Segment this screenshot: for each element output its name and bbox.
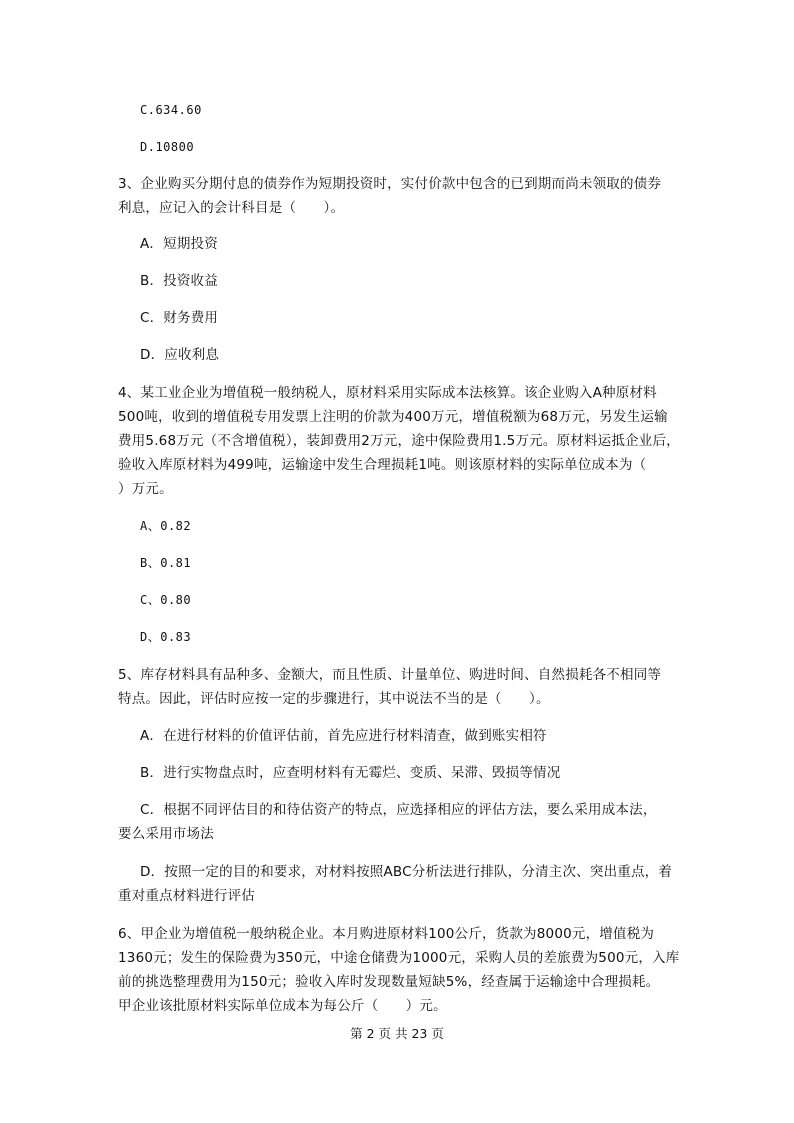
option-c-previous: C.634.60 <box>140 103 202 117</box>
q5-stem-line-2: 特点。因此，评估时应按一定的步骤进行，其中说法不当的是（ ）。 <box>118 691 550 707</box>
q5-option-d-line-1: D．按照一定的目的和要求，对材料按照ABC分析法进行排队，分清主次、突出重点，着 <box>140 864 673 880</box>
q6-stem-line-3: 前的挑选整理费用为150元；验收入库时发现数量短缺5%，经查属于运输途中合理损耗。 <box>118 974 660 990</box>
q5-option-a: A．在进行材料的价值评估前，首先应进行材料清查，做到账实相符 <box>140 728 547 744</box>
q5-option-c-line-1: C．根据不同评估目的和待估资产的特点，应选择相应的评估方法，要么采用成本法， <box>140 802 657 818</box>
q6-stem-line-4: 甲企业该批原材料实际单位成本为每公斤（ ）元。 <box>118 998 447 1014</box>
q5-stem-line-1: 5、库存材料具有品种多、金额大，而且性质、计量单位、购进时间、自然损耗各不相同等 <box>118 667 662 683</box>
q4-stem-line-1: 4、某工业企业为增值税一般纳税人，原材料采用实际成本法核算。该企业购入A种原材料 <box>118 385 657 401</box>
q3-option-a: A．短期投资 <box>140 236 218 252</box>
q4-stem-line-4: 验收入库原材料为499吨，运输途中发生合理损耗1吨。则该原材料的实际单位成本为（ <box>118 457 647 473</box>
q5-option-b: B．进行实物盘点时，应查明材料有无霉烂、变质、呆滞、毁损等情况 <box>140 765 561 781</box>
q3-option-b: B．投资收益 <box>140 273 218 289</box>
page-footer: 第 2 页 共 23 页 <box>350 1026 444 1041</box>
q4-option-c: C、0.80 <box>140 593 192 607</box>
q4-stem-line-5: ）万元。 <box>118 481 173 497</box>
q4-option-d: D、0.83 <box>140 630 192 644</box>
q3-option-c: C．财务费用 <box>140 310 219 326</box>
q3-stem-line-2: 利息，应记入的会计科目是（ ）。 <box>118 200 345 216</box>
q4-option-b: B、0.81 <box>140 556 192 570</box>
q4-option-a: A、0.82 <box>140 519 192 533</box>
q6-stem-line-2: 1360元；发生的保险费为350元，中途仓储费为1000元，采购人员的差旅费为500元，入库 <box>118 950 680 966</box>
q5-option-d-line-2: 重对重点材料进行评估 <box>118 888 255 904</box>
q5-option-c-line-2: 要么采用市场法 <box>118 826 214 842</box>
q6-stem-line-1: 6、甲企业为增值税一般纳税企业。本月购进原材料100公斤，货款为8000元，增值税为 <box>118 926 655 942</box>
option-d-previous: D.10800 <box>140 140 195 154</box>
q4-stem-line-2: 500吨，收到的增值税专用发票上注明的价款为400万元，增值税额为68万元，另发生运输 <box>118 409 668 425</box>
q3-option-d: D．应收利息 <box>140 347 220 363</box>
q3-stem-line-1: 3、企业购买分期付息的债券作为短期投资时，实付价款中包含的已到期而尚未领取的债券 <box>118 176 662 192</box>
q4-stem-line-3: 费用5.68万元（不含增值税），装卸费用2万元，途中保险费用1.5万元。原材料运抵企业后， <box>118 433 680 449</box>
